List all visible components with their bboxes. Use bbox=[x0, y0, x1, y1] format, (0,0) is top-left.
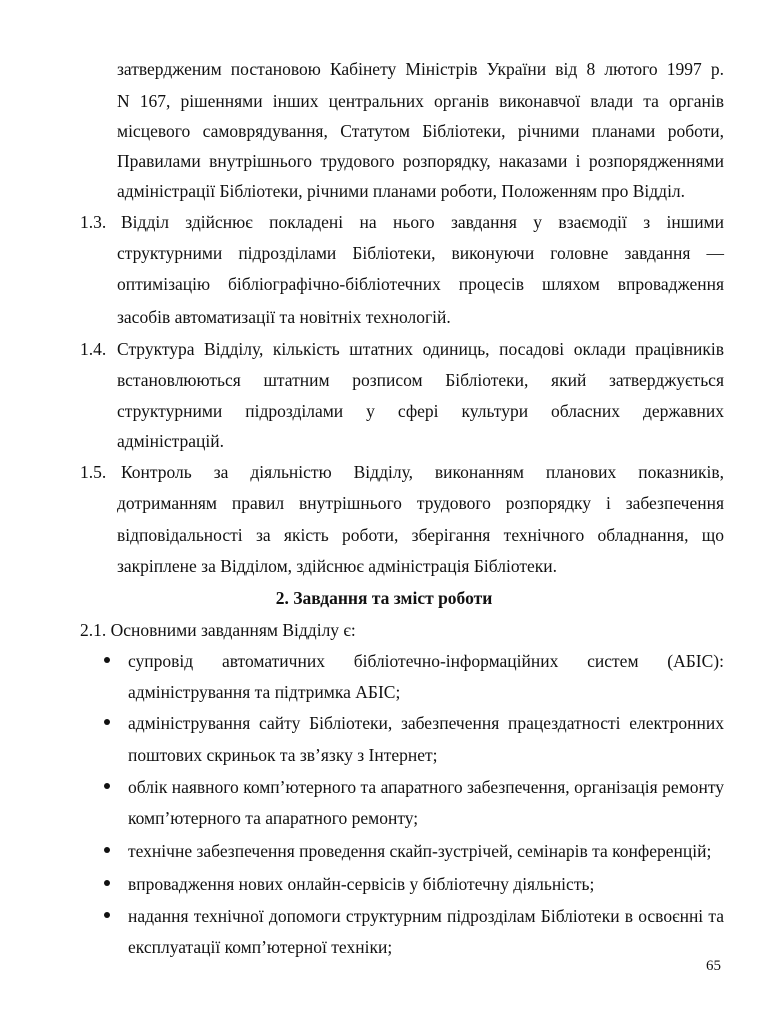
list-item-line: адміністрування сайту Бібліотеки, забезпечення працездатності електронних bbox=[128, 713, 724, 733]
text-line: дотриманням правил внутрішнього трудового розпорядку і забезпечення bbox=[117, 493, 724, 513]
text-line: закріплене за Відділом, здійснює адміністрація Бібліотеки. bbox=[117, 556, 558, 576]
text-line: Контроль за діяльністю Відділу, виконанням планових показників, bbox=[121, 462, 724, 482]
text-line: встановлюються штатним розписом Бібліотеки, який затверджується bbox=[117, 370, 724, 390]
text-line: Структура Відділу, кількість штатних одиниць, посадові оклади працівників bbox=[117, 339, 724, 359]
paragraph-number: 1.4. bbox=[80, 339, 107, 359]
text-line: затвердженим постановою Кабінету Міністрів України від 8 лютого 1997 р. bbox=[117, 59, 724, 79]
text-line: оптимізацію бібліографічно-бібліотечних процесів шляхом впровадження bbox=[117, 274, 724, 294]
text-line: структурними підрозділами Бібліотеки, виконуючи головне завдання — bbox=[117, 243, 724, 263]
bullet-icon bbox=[104, 783, 110, 789]
text-line: структурними підрозділами у сфері культури обласних державних bbox=[117, 401, 724, 421]
page-number: 65 bbox=[706, 958, 721, 974]
text-line: відповідальності за якість роботи, зберігання технічного обладнання, що bbox=[117, 525, 724, 545]
text-line: місцевого самоврядування, Статутом Бібліотеки, річними планами роботи, bbox=[117, 121, 724, 141]
list-item-line: надання технічної допомоги структурним підрозділам Бібліотеки в освоєнні та bbox=[128, 906, 724, 926]
text-line: N 167, рішеннями інших центральних органів виконавчої влади та органів bbox=[117, 91, 724, 111]
list-item-line: експлуатації комп’ютерної техніки; bbox=[128, 937, 393, 957]
text-line: засобів автоматизації та новітніх технологій. bbox=[117, 307, 451, 327]
text-line: Відділ здійснює покладені на нього завдання у взаємодії з іншими bbox=[121, 212, 724, 232]
paragraph-intro: 2.1. Основними завданням Відділу є: bbox=[80, 620, 356, 640]
list-item-line: адміністрування та підтримка АБІС; bbox=[128, 682, 401, 702]
list-item-line: поштових скриньок та зв’язку з Інтернет; bbox=[128, 745, 438, 765]
list-item-line: технічне забезпечення проведення скайп-зустрічей, семінарів та конференцій; bbox=[128, 841, 712, 861]
section-heading: 2. Завдання та зміст роботи bbox=[275, 588, 493, 608]
text-line: Правилами внутрішнього трудового розпорядку, наказами і розпорядженнями bbox=[117, 151, 724, 171]
bullet-icon bbox=[104, 719, 110, 725]
text-line: адміністрацій. bbox=[117, 431, 224, 451]
bullet-icon bbox=[104, 912, 110, 918]
paragraph-number: 1.5. bbox=[80, 462, 107, 482]
list-item-line: супровід автоматичних бібліотечно-інформаційних систем (АБІС): bbox=[128, 651, 724, 671]
bullet-icon bbox=[104, 880, 110, 886]
text-line: адміністрації Бібліотеки, річними планами роботи, Положенням про Відділ. bbox=[117, 181, 686, 201]
bullet-icon bbox=[104, 847, 110, 853]
list-item-line: облік наявного комп’ютерного та апаратного забезпечення, організація ремонту bbox=[128, 777, 724, 797]
paragraph-number: 1.3. bbox=[80, 212, 107, 232]
list-item-line: впровадження нових онлайн-сервісів у бібліотечну діяльність; bbox=[128, 874, 595, 894]
bullet-icon bbox=[104, 657, 110, 663]
list-item-line: комп’ютерного та апаратного ремонту; bbox=[128, 808, 419, 828]
